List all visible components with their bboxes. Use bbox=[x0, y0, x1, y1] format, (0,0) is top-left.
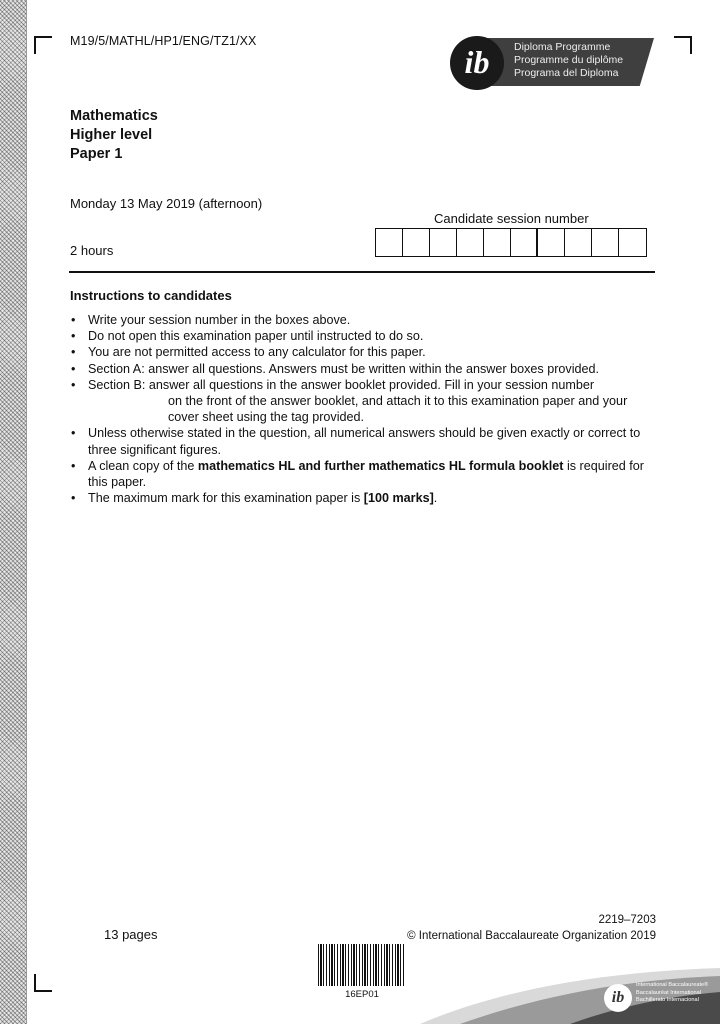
instruction-continuation: cover sheet using the tag provided. bbox=[168, 410, 365, 425]
instruction-text: . bbox=[433, 491, 438, 506]
session-number-box[interactable] bbox=[376, 229, 403, 256]
exam-duration: 2 hours bbox=[70, 243, 114, 258]
programme-banner bbox=[448, 36, 656, 90]
session-number-box[interactable] bbox=[592, 229, 619, 256]
instructions-heading: Instructions to candidates bbox=[70, 288, 232, 303]
copyright-notice: © International Baccalaureate Organization 2019 bbox=[407, 930, 656, 942]
footer-organization-logo bbox=[596, 976, 712, 1020]
instruction-text: is required for this paper. bbox=[88, 458, 644, 490]
level-title: Higher level bbox=[70, 127, 153, 143]
reference-block bbox=[407, 912, 656, 944]
session-number-box[interactable] bbox=[619, 229, 646, 256]
candidate-session-boxes[interactable] bbox=[375, 228, 647, 257]
instruction-item bbox=[70, 377, 655, 426]
instruction-text: Write your session number in the boxes above. bbox=[88, 313, 351, 327]
exam-date: Monday 13 May 2019 (afternoon) bbox=[70, 196, 263, 211]
crop-mark-top-left bbox=[34, 36, 52, 54]
programme-line-fr: Programme du diplôme bbox=[514, 54, 624, 67]
instruction-item bbox=[70, 458, 655, 490]
paper-title: Paper 1 bbox=[70, 146, 123, 162]
instruction-item bbox=[70, 344, 655, 360]
crop-mark-top-right bbox=[674, 36, 692, 54]
session-number-box[interactable] bbox=[403, 229, 430, 256]
instruction-item bbox=[70, 312, 655, 328]
session-number-box[interactable] bbox=[430, 229, 457, 256]
session-number-box[interactable] bbox=[457, 229, 484, 256]
instruction-emphasis: mathematics HL and further mathematics HL formula booklet bbox=[197, 458, 564, 473]
instruction-item bbox=[70, 328, 655, 344]
instruction-text: Section A: answer all questions. Answers must be written within the answer boxes provided. bbox=[88, 361, 600, 376]
org-line-fr: Baccalauréat International bbox=[636, 989, 701, 996]
binding-margin bbox=[0, 0, 27, 1024]
instruction-text: Section B: answer all questions in the answer booklet provided. Fill in your session number bbox=[88, 377, 595, 392]
instruction-text: A clean copy of the bbox=[88, 458, 198, 473]
barcode-label: 16EP01 bbox=[345, 989, 379, 1000]
ib-logo-icon: ib bbox=[450, 36, 504, 90]
programme-names bbox=[514, 41, 623, 81]
organization-names bbox=[636, 982, 708, 1005]
instructions-list bbox=[70, 312, 655, 506]
org-line-es: Bachillerato Internacional bbox=[636, 997, 699, 1003]
title-block bbox=[70, 107, 158, 164]
instruction-text: You are not permitted access to any calculator for this paper. bbox=[88, 345, 426, 360]
instruction-text: Unless otherwise stated in the question, all numerical answers should be given exactly or correct to three significant figures. bbox=[88, 426, 641, 457]
instruction-text: The maximum mark for this examination paper is bbox=[88, 491, 364, 506]
programme-line-es: Programa del Diploma bbox=[514, 67, 619, 80]
instruction-item bbox=[70, 361, 655, 377]
org-line-en: International Baccalaureate® bbox=[636, 982, 709, 988]
instruction-emphasis: [100 marks] bbox=[363, 491, 434, 506]
candidate-session-label: Candidate session number bbox=[434, 211, 589, 226]
instruction-item bbox=[70, 425, 655, 457]
header-rule bbox=[69, 271, 655, 273]
barcode-icon bbox=[318, 944, 406, 986]
reference-number: 2219–7203 bbox=[598, 914, 656, 926]
instruction-text: Do not open this examination paper until instructed to do so. bbox=[88, 329, 424, 344]
page-count: 13 pages bbox=[104, 927, 158, 942]
session-number-box[interactable] bbox=[484, 229, 511, 256]
paper-code: M19/5/MATHL/HP1/ENG/TZ1/XX bbox=[70, 34, 257, 48]
session-number-box[interactable] bbox=[565, 229, 592, 256]
instruction-continuation: on the front of the answer booklet, and attach it to this examination paper and your bbox=[168, 394, 628, 409]
instruction-item bbox=[70, 490, 655, 506]
crop-mark-bottom-left bbox=[34, 974, 52, 992]
ib-footer-logo-icon: ib bbox=[604, 984, 632, 1012]
subject-title: Mathematics bbox=[70, 108, 158, 124]
session-number-box[interactable] bbox=[511, 229, 538, 256]
programme-line-en: Diploma Programme bbox=[514, 41, 611, 53]
session-number-box[interactable] bbox=[538, 229, 565, 256]
